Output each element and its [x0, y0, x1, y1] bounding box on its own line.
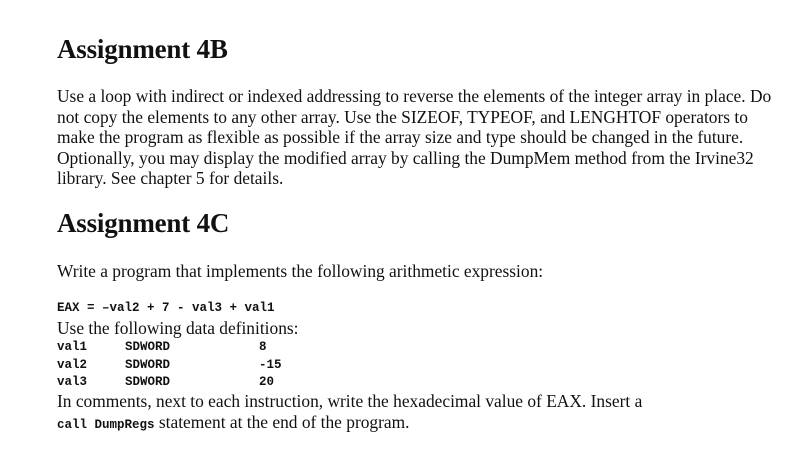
arithmetic-expression: EAX = –val2 + 7 - val3 + val1 [57, 301, 275, 315]
data-definitions-table [57, 339, 457, 392]
definition-name: val2 [57, 357, 88, 372]
definition-type: SDWORD [125, 340, 171, 354]
comments-text: In comments, next to each instruction, write the hexadecimal value of EAX. Insert a [57, 391, 643, 411]
definition-row-val3 [57, 374, 457, 392]
assignment-4c-intro: Write a program that implements the following arithmetic expression: [57, 261, 544, 281]
definition-type: SDWORD [125, 357, 171, 372]
assignment-4c-heading: Assignment 4C [57, 208, 230, 238]
data-definitions-intro: Use the following data definitions: [57, 318, 299, 338]
definition-name: val1 [57, 340, 88, 354]
call-dumpregs-code: call DumpRegs [57, 417, 155, 432]
definition-name: val3 [57, 375, 88, 389]
assignment-4b-heading: Assignment 4B [57, 34, 228, 64]
comments-instruction [57, 391, 787, 435]
definition-type: SDWORD [125, 375, 171, 389]
definition-row-val1 [57, 339, 457, 357]
definition-value: -15 [259, 357, 282, 372]
definition-value: 20 [259, 375, 275, 389]
assignment-4b-body: Use a loop with indirect or indexed addressing to reverse the elements of the integer array in place. Do not copy the elements to any other array. Use the SIZEOF, TYPEOF, and LENGHTOF operators to make the program as flexible as possible if the array size and type should be changed in the future. Optionally, you may display the modified array by calling the DumpMem method from the Irvine32 library. See chapter 5 for details. [57, 86, 772, 188]
comments-tail: statement at the end of the program. [154, 411, 410, 432]
definition-row-val2 [57, 357, 457, 375]
definition-value: 8 [259, 340, 267, 354]
